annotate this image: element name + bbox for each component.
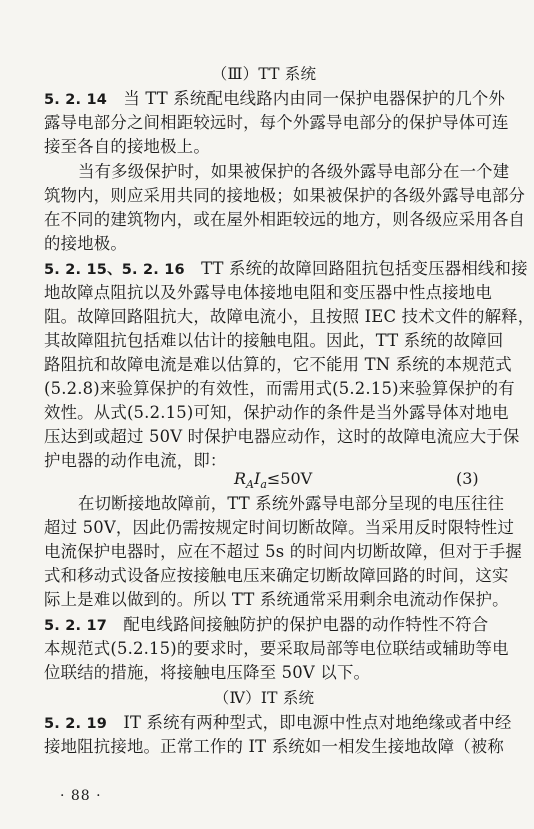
paragraph-line: 在不同的建筑物内，或在屋外相距较远的地方，则各级应采用各自 (44, 210, 526, 229)
section-heading-tt: （Ⅲ）TT 系统 (211, 65, 317, 83)
page-number: · 88 · (60, 788, 102, 804)
paragraph-line: 本规范式(5.2.15)的要求时，要采取局部等电位联结或辅助等电 (44, 639, 509, 658)
clause-5-2-15-line-1: 5. 2. 15、5. 2. 16 TT 系统的故障回路阻抗包括变压器相线和接 (44, 259, 528, 278)
paragraph-line: 护电器的动作电流，即： (44, 451, 227, 470)
paragraph-line: 在切断接地故障前，TT 系统外露导电部分呈现的电压往往 (78, 494, 505, 513)
clause-number: 5. 2. 15、5. 2. 16 (44, 262, 185, 278)
clause-5-2-14-line-1: 5. 2. 14 当 TT 系统配电线路内由同一保护电器保护的几个外 (44, 89, 506, 108)
clause-5-2-17-line-1: 5. 2. 17 配电线路间接触防护的保护电器的动作特性不符合 (44, 615, 489, 634)
paragraph-line: 其故障阻抗包括难以估计的接触电阻。因此，TT 系统的故障回 (44, 331, 504, 350)
section-heading-it: （Ⅳ）IT 系统 (213, 689, 315, 707)
paragraph-line: 筑物内，则应采用共同的接地极；如果被保护的各级外露导电部分 (44, 186, 526, 205)
paragraph-line: 电流保护电器时，应在不超过 5s 的时间内切断故障，但对于手握 (44, 542, 523, 561)
paragraph-line: 位联结的措施，将接触电压降至 50V 以下。 (44, 663, 371, 682)
clause-5-2-19-line-1: 5. 2. 19 IT 系统有两种型式，即电源中性点对地绝缘或者中经 (44, 713, 512, 732)
paragraph-line: 阻。故障回路阻抗大，故障电流小，且按照 IEC 技术文件的解释， (44, 307, 534, 326)
paragraph-line: 效性。从式(5.2.15)可知，保护动作的条件是当外露导体对地电 (44, 403, 509, 422)
formula-row (0, 467, 522, 491)
paragraph-line: 压达到或超过 50V 时保护电器应动作，这时的故障电流应大于保 (44, 427, 520, 446)
clause-number: 5. 2. 14 (44, 92, 108, 108)
paragraph-line: 的接地极。 (44, 234, 127, 253)
clause-number: 5. 2. 17 (44, 618, 108, 634)
paragraph-line: 地故障点阻抗以及外露导电体接地电阻和变压器中性点接地电 (44, 283, 492, 302)
paragraph-line: 式和移动式设备应按接触电压来确定切断故障回路的时间，这实 (44, 566, 509, 585)
formula-expression: $R_AI_a\le 50V$ (234, 469, 313, 492)
paragraph-line: 际上是难以做到的。所以 TT 系统通常采用剩余电流动作保护。 (44, 590, 509, 609)
paragraph-line: 当有多级保护时，如果被保护的各级外露导电部分在一个建 (78, 162, 510, 181)
formula-number: (3) (456, 469, 479, 488)
paragraph-line: 超过 50V，因此仍需按规定时间切断故障。当采用反时限特性过 (44, 518, 515, 537)
clause-5-2-14-line-2: 露导电部分之间相距较远时，每个外露导电部分的保护导体可连 (44, 113, 509, 132)
paragraph-line: 路阻抗和故障电流是难以估算的，它不能用 TN 系统的本规范式 (44, 355, 512, 374)
clause-5-2-14-line-3: 接至各自的接地极上。 (44, 137, 210, 156)
clause-number: 5. 2. 19 (44, 716, 108, 732)
paragraph-line: (5.2.8)来验算保护的有效性，而需用式(5.2.15)来验算保护的有 (44, 379, 515, 398)
paragraph-line: 接地阻抗接地。正常工作的 IT 系统如一相发生接地故障（被称 (44, 737, 504, 756)
